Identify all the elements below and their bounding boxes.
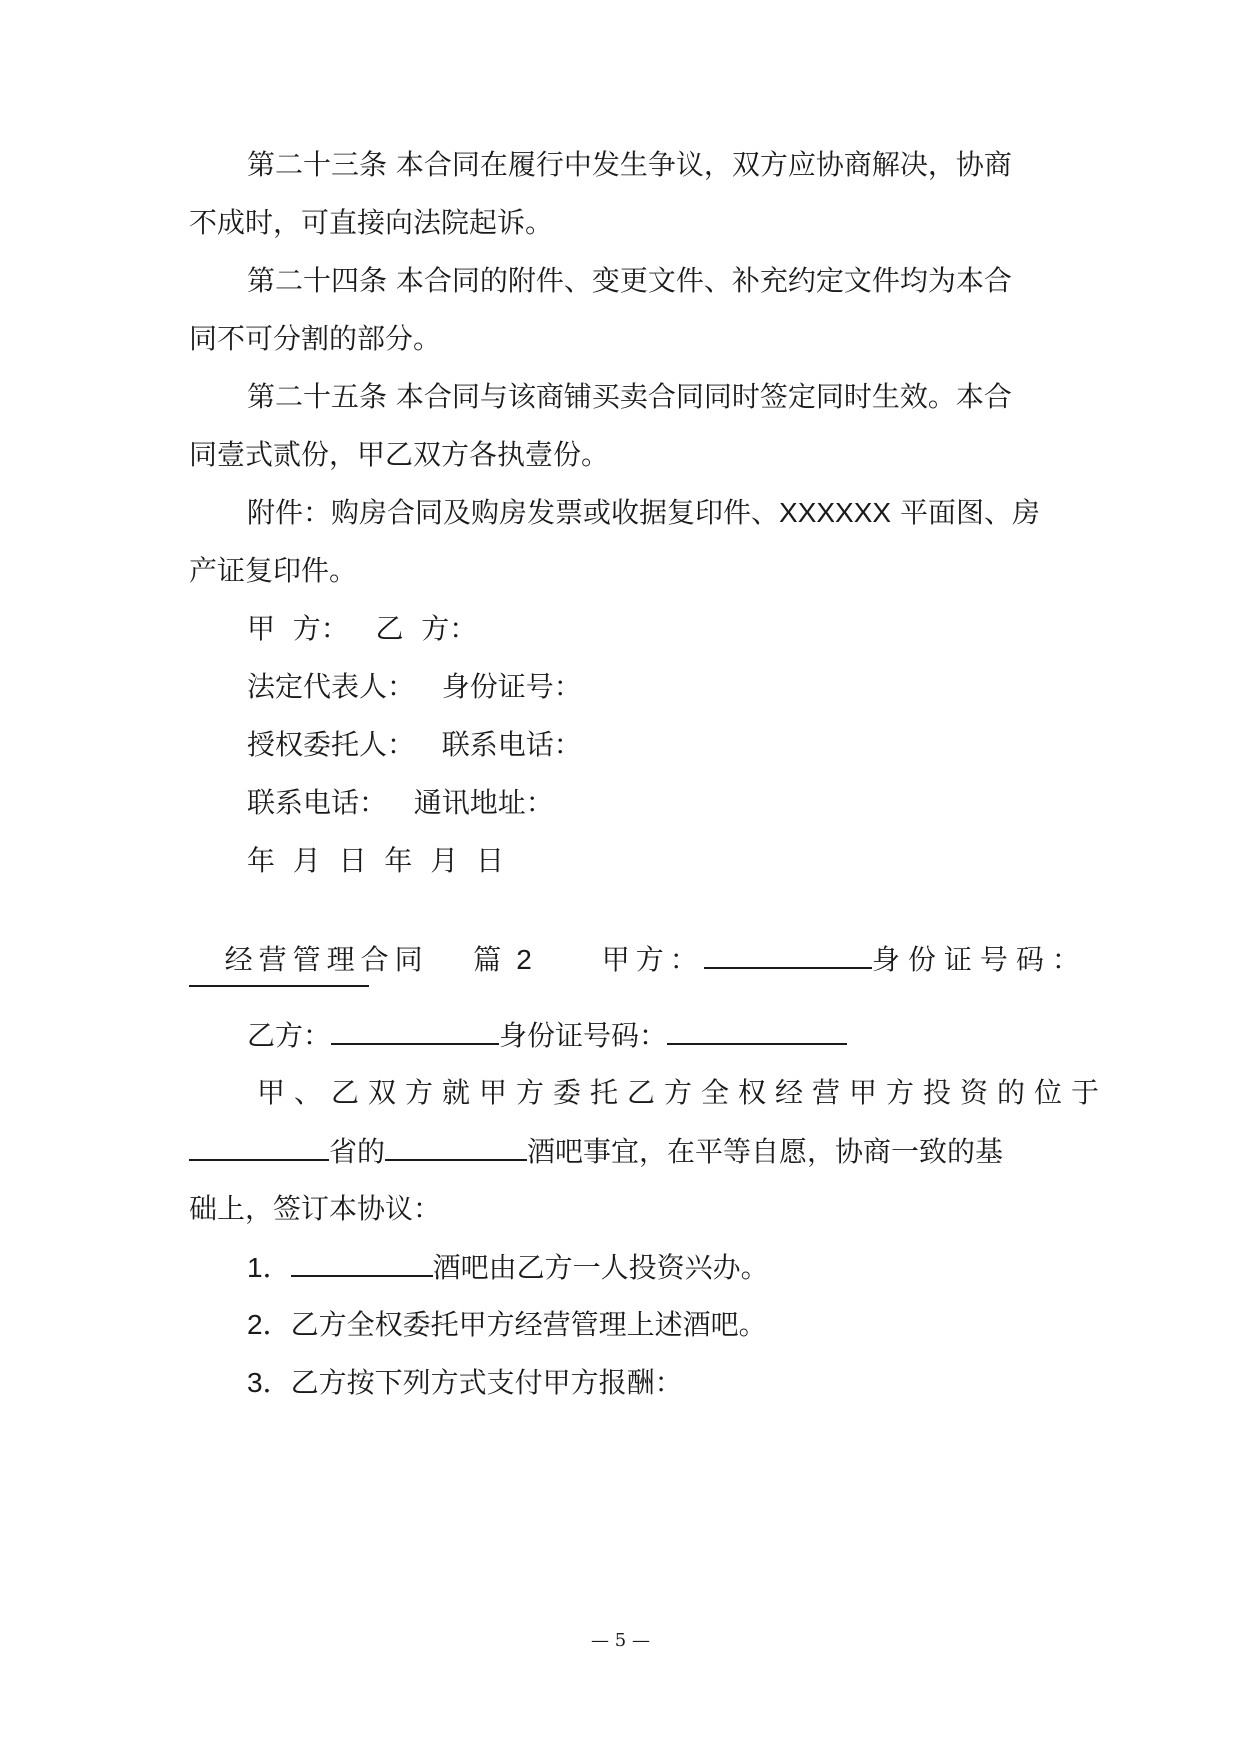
intro-line-3: 础上，签订本协议： <box>189 1192 442 1225</box>
item-1-blank <box>291 1247 433 1277</box>
province-blank <box>189 1131 329 1161</box>
attachment-text-b: 平面图、房 <box>899 496 1040 529</box>
item-2 <box>247 1305 1059 1345</box>
article-24-line-1: 第二十四条 本合同的附件、变更文件、补充约定文件均为本合 <box>247 264 1012 297</box>
article-23-line-2: 不成时，可直接向法院起诉。 <box>189 206 554 239</box>
intro-line-1: 甲、乙双方就甲方委托乙方全权经营甲方投资的位于 <box>257 1076 1109 1109</box>
article-25-line-1: 第二十五条 本合同与该商铺买卖合同同时签定同时生效。本合 <box>247 380 1012 413</box>
item-3 <box>247 1363 1059 1403</box>
item-1-text: 酒吧由乙方一人投资兴办。 <box>432 1251 769 1284</box>
article-24-line-2: 同不可分割的部分。 <box>189 322 442 355</box>
item-2-text: 乙方全权委托甲方经营管理上述酒吧。 <box>290 1308 767 1341</box>
signature-parties: 甲 方： 乙 方： <box>247 612 478 645</box>
signature-legal-rep: 法定代表人： 身份证号： <box>247 670 582 703</box>
attachment-text-a: 附件：购房合同及购房发票或收据复印件、 <box>247 496 780 529</box>
item-3-number: 3． <box>247 1367 291 1398</box>
contract-2-title: 经营管理合同 篇 <box>224 943 508 976</box>
attachment-line-1 <box>247 493 1059 533</box>
bar-name-blank <box>385 1131 527 1161</box>
article-25-line-2: 同壹式贰份，甲乙双方各执壹份。 <box>189 438 610 471</box>
signature-agent: 授权委托人： 联系电话： <box>247 728 582 761</box>
signature-phone: 联系电话： 通讯地址： <box>247 786 554 819</box>
item-3-text: 乙方按下列方式支付甲方报酬： <box>290 1366 683 1399</box>
id-number-blank-line <box>189 957 1059 997</box>
item-2-number: 2． <box>247 1309 291 1340</box>
bar-intro-text: 酒吧事宜，在平等自愿，协商一致的基 <box>527 1135 1004 1168</box>
province-label: 省的 <box>329 1135 386 1168</box>
id-number-label: 身份证号码： <box>871 943 1088 976</box>
party-b-id-blank <box>667 1015 847 1045</box>
attachment-placeholder: XXXXXX <box>779 497 892 528</box>
party-b-line <box>247 1015 1059 1055</box>
party-a-label: 甲方： <box>601 943 704 976</box>
signature-date: 年 月 日 年 月 日 <box>247 844 505 877</box>
page-number: — 5 — <box>591 1630 650 1651</box>
intro-line-2 <box>189 1131 1059 1171</box>
item-1-number: 1． <box>247 1252 291 1283</box>
party-b-blank <box>331 1015 499 1045</box>
attachment-line-2: 产证复印件。 <box>189 554 358 587</box>
item-1 <box>247 1247 1059 1287</box>
party-b-id-label: 身份证号码： <box>499 1019 668 1052</box>
contract-2-title-line <box>189 899 1088 976</box>
id-number-blank <box>189 957 369 987</box>
party-b-label: 乙方： <box>247 1019 332 1052</box>
contract-2-number: 2 <box>516 944 532 975</box>
article-23-line-1: 第二十三条 本合同在履行中发生争议，双方应协商解决，协商 <box>247 148 1012 181</box>
